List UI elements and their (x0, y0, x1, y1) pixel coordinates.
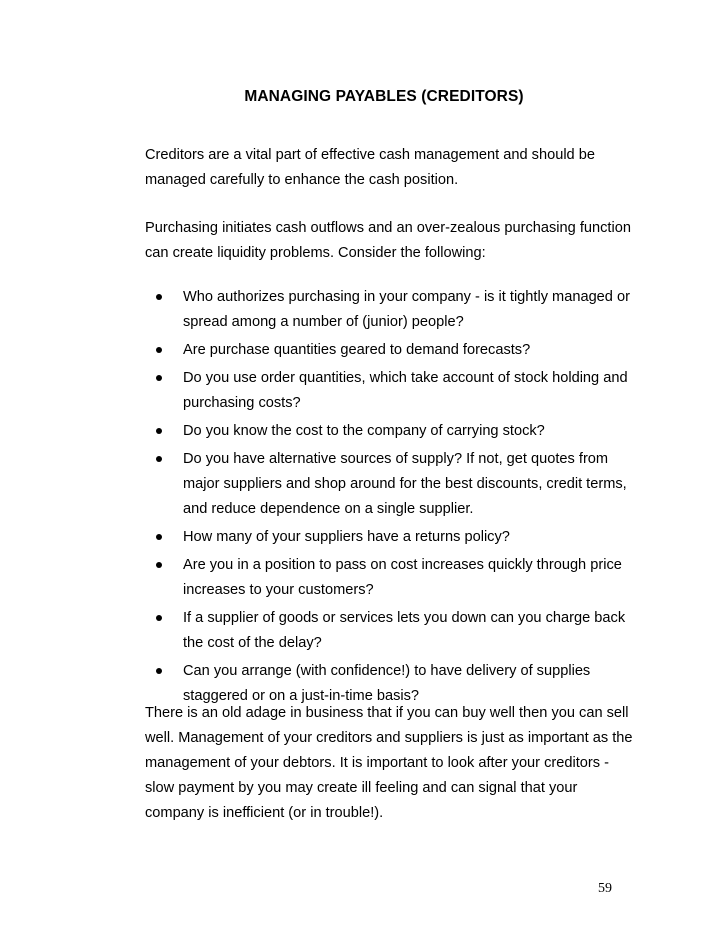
list-item-text: If a supplier of goods or services lets you down can you charge back the cost of the delay? (183, 610, 626, 651)
page-number: 59 (598, 881, 612, 896)
bullet-list (145, 285, 635, 712)
bullet-icon (156, 456, 162, 462)
list-item (145, 338, 635, 363)
list-item (145, 447, 635, 522)
closing-paragraph: There is an old adage in business that if you can buy well then you can sell well. Management of your creditors and suppliers is just as important as the management of your debtors. It is important to look after your creditors - slow payment by you may create ill feeling and can signal that your company is inefficient (or in trouble!). (145, 705, 633, 821)
bullet-icon (156, 562, 162, 568)
bullet-icon (156, 375, 162, 381)
list-item (145, 366, 635, 416)
bullet-icon (156, 428, 162, 434)
list-item-text: Are purchase quantities geared to demand forecasts? (183, 342, 531, 358)
list-item (145, 606, 635, 656)
bullet-icon (156, 347, 162, 353)
list-item (145, 285, 635, 335)
list-item-text: Can you arrange (with confidence!) to have delivery of supplies staggered or on a just-in-time basis? (183, 663, 591, 704)
bullet-icon (156, 668, 162, 674)
list-item (145, 419, 635, 444)
bullet-icon (156, 294, 162, 300)
intro-paragraph: Creditors are a vital part of effective cash management and should be managed carefully to enhance the cash position. (145, 147, 595, 188)
list-item-text: Do you have alternative sources of supply? If not, get quotes from major suppliers and shop around for the best discounts, credit terms, and reduce dependence on a single supplier. (183, 451, 627, 517)
list-item-text: Who authorizes purchasing in your company - is it tightly managed or spread among a number of (junior) people? (183, 289, 630, 330)
bullet-icon (156, 534, 162, 540)
bullet-icon (156, 615, 162, 621)
list-item (145, 553, 635, 603)
purchasing-paragraph: Purchasing initiates cash outflows and an over-zealous purchasing function can create liquidity problems. Consider the following: (145, 220, 631, 261)
list-item (145, 525, 635, 550)
page-title: MANAGING PAYABLES (CREDITORS) (244, 88, 524, 105)
list-item-text: Do you use order quantities, which take account of stock holding and purchasing costs? (183, 370, 628, 411)
list-item-text: How many of your suppliers have a returns policy? (183, 529, 510, 545)
list-item-text: Do you know the cost to the company of carrying stock? (183, 423, 545, 439)
list-item-text: Are you in a position to pass on cost increases quickly through price increases to your customers? (183, 557, 622, 598)
